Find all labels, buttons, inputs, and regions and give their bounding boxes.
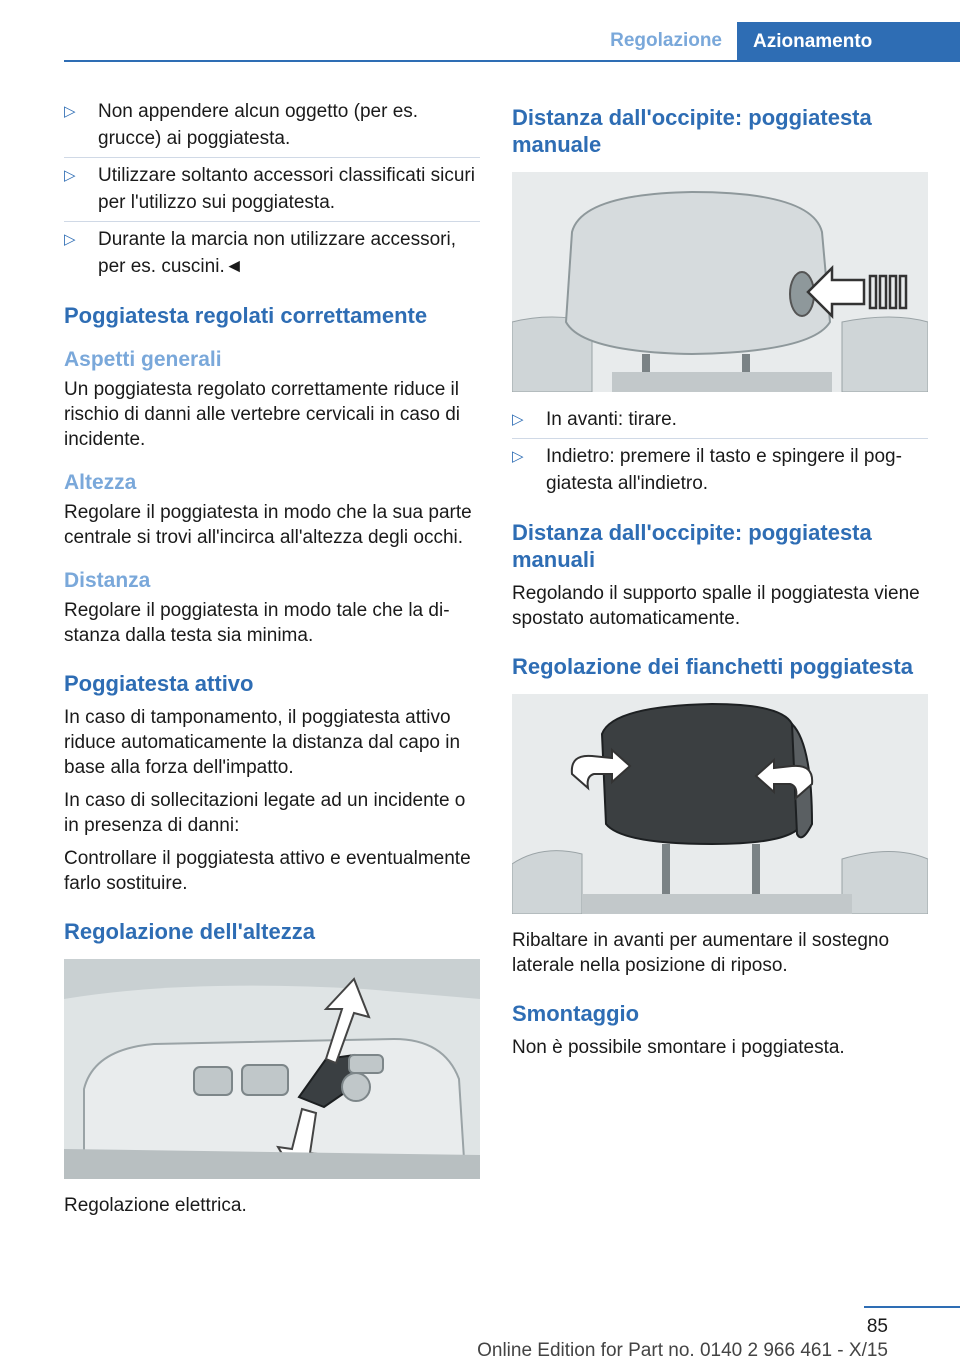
- list-item: ▷ Indietro: premere il tasto e spingere il poggiatesta all'indietro.: [512, 443, 928, 497]
- heading-height-adjust: Regolazione dell'altezza: [64, 919, 315, 944]
- heading-distance: Distanza: [64, 569, 151, 592]
- text-distance: Regolare il poggiatesta in modo tale che la distanza dalla testa sia minima.: [64, 600, 450, 646]
- text-wings: Ribaltare in avanti per aumentare il sostegno laterale nella posizione di riposo.: [512, 930, 890, 976]
- manual-steps-list: [512, 406, 928, 497]
- right-column: [512, 98, 928, 1068]
- triangle-bullet-icon: ▷: [64, 231, 76, 248]
- text-general: Un poggiatesta regolato correttamente riduce il rischio di danni alle vertebre cervicali in caso di incidente.: [64, 379, 461, 450]
- heading-correct: Poggiatesta regolati correttamente: [64, 303, 428, 328]
- warning-list: [64, 98, 480, 280]
- heading-active: Poggiatesta attivo: [64, 671, 254, 696]
- header-rule: [64, 60, 960, 62]
- seat-controls-illustration: [64, 959, 480, 1179]
- text-manual-2: Regolando il supporto spalle il poggiatesta viene spostato automaticamente.: [512, 583, 920, 629]
- page-number: 85: [866, 1316, 888, 1337]
- heading-height: Altezza: [64, 471, 137, 494]
- page-header: [0, 0, 960, 62]
- triangle-bullet-icon: ▷: [64, 167, 76, 184]
- list-item: ▷ Non appendere alcun oggetto (per es. grucce) ai poggiatesta.: [64, 98, 480, 152]
- heading-manual: Distanza dall'occipite: poggiatesta manuale: [512, 105, 872, 157]
- heading-general: Aspetti generali: [64, 348, 222, 371]
- text-active-3: Controllare il poggiatesta attivo e eventualmente farlo sostituire.: [64, 848, 471, 894]
- text-active-2: In caso di sollecitazioni legate ad un incidente o in presenza di danni:: [64, 790, 466, 836]
- header-section: Regolazione: [610, 30, 722, 51]
- heading-manual-2: Distanza dall'occipite: poggiatesta manuali: [512, 520, 872, 572]
- caption-electric: Regolazione elettrica.: [64, 1195, 247, 1216]
- triangle-bullet-icon: ▷: [512, 448, 524, 465]
- headrest-wings-illustration: [512, 694, 928, 914]
- triangle-bullet-icon: ▷: [512, 411, 524, 428]
- left-column: [64, 98, 480, 1226]
- header-chapter: Azionamento: [737, 22, 960, 62]
- heading-wings: Regolazione dei fianchetti poggiatesta: [512, 654, 913, 679]
- text-remove: Non è possibile smontare i poggiatesta.: [512, 1037, 845, 1058]
- list-item: ▷ In avanti: tirare.: [512, 406, 928, 433]
- footer-edition: Online Edition for Part no. 0140 2 966 461 - X/15: [477, 1340, 888, 1361]
- text-active-1: In caso di tamponamento, il poggiatesta attivo riduce automaticamente la distanza dal capo in base alla forza dell'impatto.: [64, 707, 461, 778]
- heading-remove: Smontaggio: [512, 1001, 640, 1026]
- triangle-bullet-icon: ▷: [64, 103, 76, 120]
- text-height: Regolare il poggiatesta in modo che la sua parte centrale si trovi all'incirca all'altezza degli occhi.: [64, 502, 472, 548]
- list-item: ▷ Utilizzare soltanto accessori classificati sicuri per l'utilizzo sui poggiatesta.: [64, 162, 480, 216]
- footer-rule: [864, 1306, 960, 1308]
- list-item: ▷ Durante la marcia non utilizzare accessori, per es. cuscini.◄: [64, 226, 480, 280]
- manual-headrest-illustration: [512, 172, 928, 392]
